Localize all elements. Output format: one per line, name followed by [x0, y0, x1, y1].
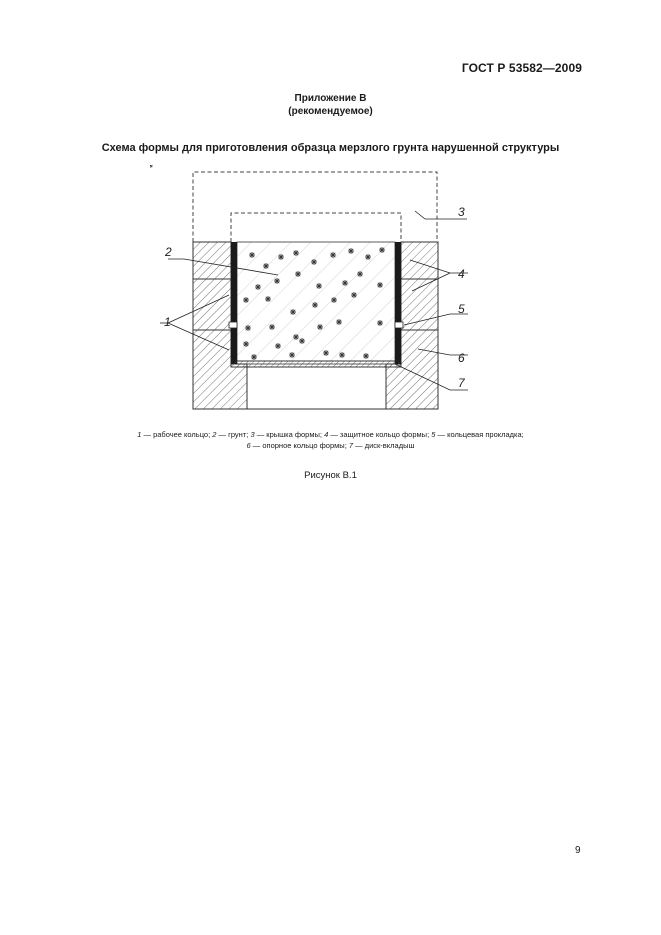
- callout-2: 2: [165, 245, 172, 259]
- legend-text-4: защитное кольцо формы: [339, 430, 428, 439]
- legend-text-6: опорное кольцо формы: [262, 441, 345, 450]
- legend-text-7: диск-вкладыш: [364, 441, 415, 450]
- working-ring-right-wall: [395, 242, 401, 364]
- legend-num-2: 2: [212, 430, 217, 439]
- annex-title: Приложение В: [294, 93, 367, 104]
- left-protective-ring: [193, 242, 231, 330]
- legend-num-5: 5: [431, 430, 436, 439]
- figure-legend: [60, 429, 601, 451]
- working-ring-left-wall: [231, 242, 237, 364]
- document-code: ГОСТ Р 53582—2009: [461, 61, 582, 75]
- legend-num-4: 4: [324, 430, 329, 439]
- legend-num-7: 7: [348, 441, 354, 450]
- page-number: 9: [575, 845, 581, 856]
- callout-4: 4: [458, 267, 465, 281]
- right-protective-ring: [401, 242, 438, 330]
- mold-diagram: [150, 165, 490, 420]
- legend-line-2: 6 — опорное кольцо формы; 7 — диск-вкладыш: [246, 441, 415, 450]
- legend-line-1: 1 — рабочее кольцо; 2 — грунт; 3 — крышка формы; 4 — защитное кольцо формы; 5 — кольцевая прокладка;: [137, 430, 524, 439]
- legend-text-5: кольцевая прокладка: [447, 430, 522, 439]
- legend-num-1: 1: [137, 430, 142, 439]
- figure-title: Схема формы для приготовления образца мерзлого грунта нарушенной структуры: [101, 142, 560, 154]
- annex-status: (рекомендуемое): [288, 106, 373, 117]
- callout-5: 5: [458, 302, 465, 316]
- callout-7: 7: [458, 376, 465, 390]
- cover-outline: [193, 172, 437, 242]
- callout-6: 6: [458, 351, 465, 365]
- callout-1: 1: [164, 315, 171, 329]
- figure-caption: Рисунок В.1: [304, 470, 357, 481]
- legend-num-3: 3: [250, 430, 255, 439]
- left-ring-gasket: [229, 322, 237, 328]
- right-ring-gasket: [395, 322, 403, 328]
- insert-disk: [231, 361, 401, 367]
- annex-heading: [0, 92, 661, 118]
- legend-text-1: рабочее кольцо: [153, 430, 209, 439]
- legend-text-3: крышка формы: [266, 430, 320, 439]
- legend-text-2: грунт: [228, 430, 247, 439]
- legend-num-6: 6: [246, 441, 251, 450]
- callout-3: 3: [458, 205, 465, 219]
